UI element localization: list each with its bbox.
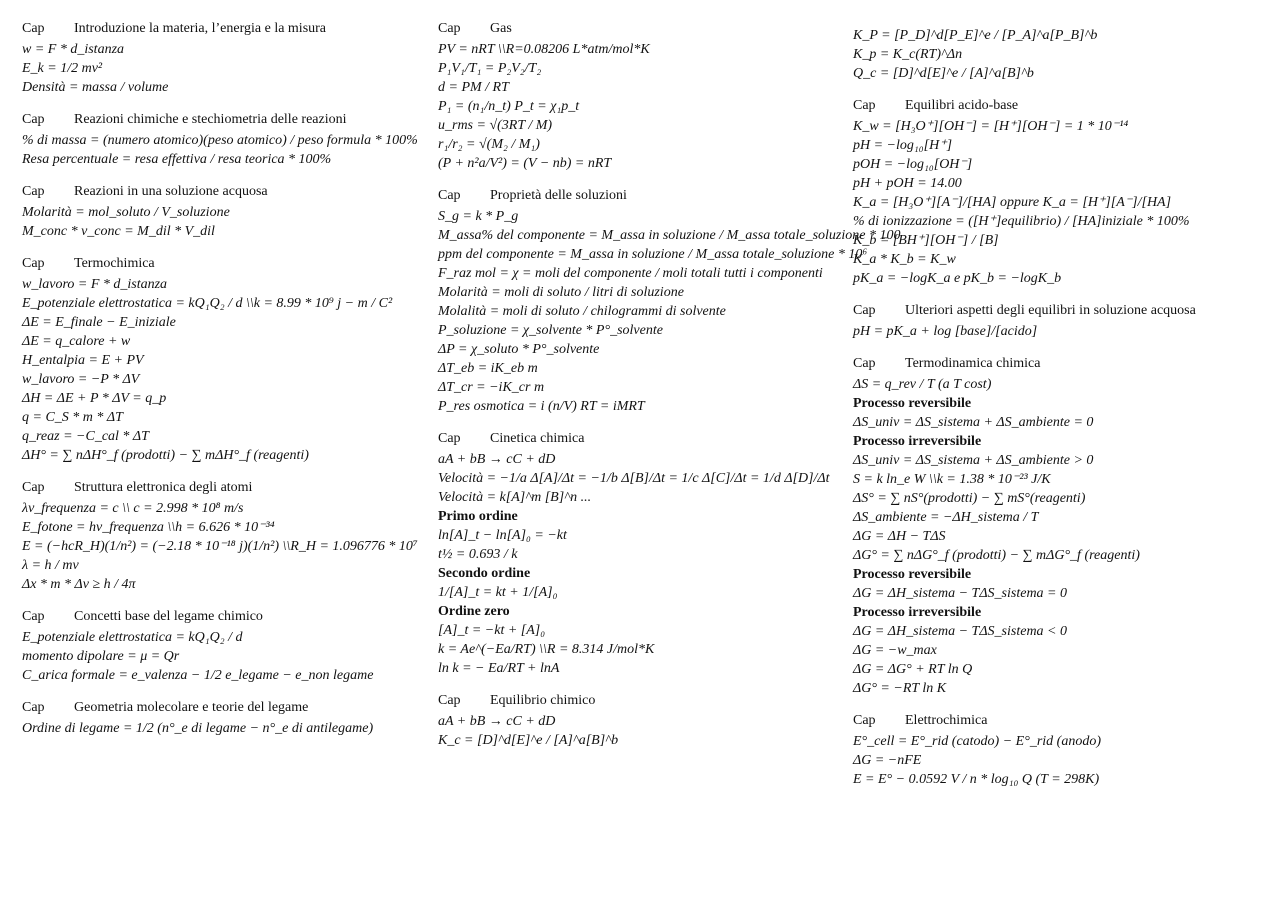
formula-line: Molarità = mol_soluto / V_soluzione <box>22 205 230 220</box>
formula-line: PV = nRT \\R=0.08206 L*atm/mol*K <box>438 42 650 57</box>
formula-line: Densità = massa / volume <box>22 80 169 95</box>
cap-label: Cap <box>853 303 876 318</box>
formula-line: pK_a = −logK_a e pK_b = −logK_b <box>853 271 1062 286</box>
formula-line: 1/[A]_t = kt + 1/[A]₀ <box>438 585 558 600</box>
formula-line: r₁/r₂ = √(M₂ / M₁) <box>438 137 540 152</box>
formula-line: F_raz mol = χ = moli del componente / moli totali tutti i componenti <box>438 266 823 281</box>
formula-line: Q_c = [D]^d[E]^e / [A]^a[B]^b <box>853 66 1034 81</box>
section-heading <box>22 111 427 129</box>
formula-line: ΔT_eb = iK_eb m <box>438 361 538 376</box>
section-heading <box>22 479 427 497</box>
section <box>853 712 1273 789</box>
formula-line: Δx * m * Δv ≥ h / 4π <box>22 577 136 592</box>
formula-line: Ordine di legame = 1/2 (n°_e di legame − n°_e di antilegame) <box>22 721 374 736</box>
section <box>22 608 427 685</box>
formula-line: K_p = K_c(RT)^Δn <box>853 47 963 62</box>
formula-line: K_a * K_b = K_w <box>853 252 956 267</box>
section <box>438 692 838 750</box>
formula-line: ΔG = ΔG° + RT ln Q <box>853 662 973 677</box>
formula-line: % di ionizzazione = ([H⁺]equilibrio) / [HA]iniziale * 100% <box>853 214 1190 229</box>
section-heading <box>22 255 427 273</box>
cap-label: Cap <box>22 609 45 624</box>
subsection-label: Processo reversibile <box>853 567 972 582</box>
formula-line: E_fotone = hv_frequenza \\h = 6.626 * 10⁻³⁴ <box>22 520 275 535</box>
section-heading <box>22 608 427 626</box>
formula-line: ΔS = q_rev / T (a T cost) <box>853 377 992 392</box>
formula-line: ln[A]_t − ln[A]₀ = −kt <box>438 528 567 543</box>
formula-line: ΔT_cr = −iK_cr m <box>438 380 545 395</box>
section-heading <box>438 430 838 448</box>
section <box>853 97 1273 288</box>
section <box>853 302 1273 341</box>
formula-line: E°_cell = E°_rid (catodo) − E°_rid (anodo) <box>853 734 1101 749</box>
section-heading <box>22 20 427 38</box>
section-heading <box>438 187 838 205</box>
formula-line: K_c = [D]^d[E]^e / [A]^a[B]^b <box>438 733 619 748</box>
formula-line: pOH = −log₁₀[OH⁻] <box>853 157 973 172</box>
formula-line: w = F * d_istanza <box>22 42 125 57</box>
formula-line: ΔG = ΔH − TΔS <box>853 529 946 544</box>
formula-line: E_potenziale elettrostatica = kQ₁Q₂ / d <box>22 630 243 645</box>
section-title: Concetti base del legame chimico <box>74 609 263 624</box>
cap-label: Cap <box>853 98 876 113</box>
formula-line: w_lavoro = −P * ΔV <box>22 372 140 387</box>
section-title: Elettrochimica <box>905 713 988 728</box>
section <box>22 255 427 465</box>
formula-line: ΔG = −w_max <box>853 643 937 658</box>
section-title: Proprietà delle soluzioni <box>490 188 627 203</box>
formula-line: M_conc * v_conc = M_dil * V_dil <box>22 224 215 239</box>
formula-line: Molalità = moli di soluto / chilogrammi di solvente <box>438 304 726 319</box>
formula-line: ΔH = ΔE + P * ΔV = q_p <box>22 391 167 406</box>
formula-line: q_reaz = −C_cal * ΔT <box>22 429 149 444</box>
formula-line: E_k = 1/2 mv² <box>22 61 103 76</box>
formula-line: K_b = [BH⁺][OH⁻] / [B] <box>853 233 999 248</box>
subsection-label: Processo reversibile <box>853 396 972 411</box>
subsection-label: Secondo ordine <box>438 566 531 581</box>
section <box>853 26 1273 83</box>
cap-label: Cap <box>22 256 45 271</box>
formula-line: ΔS_univ = ΔS_sistema + ΔS_ambiente = 0 <box>853 415 1094 430</box>
formula-line: S_g = k * P_g <box>438 209 519 224</box>
section-title: Reazioni chimiche e stechiometria delle reazioni <box>74 112 347 127</box>
formula-line: λ = h / mv <box>22 558 79 573</box>
subsection-label: Ordine zero <box>438 604 510 619</box>
formula-line: q = C_S * m * ΔT <box>22 410 123 425</box>
cap-label: Cap <box>438 693 461 708</box>
formula-line: K_P = [P_D]^d[P_E]^e / [P_A]^a[P_B]^b <box>853 28 1098 43</box>
formula-line: (P + n²a/V²) = (V − nb) = nRT <box>438 156 612 171</box>
section-heading <box>853 712 1273 730</box>
section <box>22 479 427 594</box>
section-title: Cinetica chimica <box>490 431 585 446</box>
formula-line: Resa percentuale = resa effettiva / resa teorica * 100% <box>22 152 332 167</box>
section-heading <box>438 20 838 38</box>
formula-line: pH + pOH = 14.00 <box>853 176 962 191</box>
cap-label: Cap <box>22 21 45 36</box>
section <box>853 355 1273 698</box>
formula-line: Velocità = k[A]^m [B]^n ... <box>438 490 592 505</box>
formula-line: ΔG = ΔH_sistema − TΔS_sistema < 0 <box>853 624 1067 639</box>
section-heading <box>438 692 838 710</box>
section-heading <box>853 302 1273 320</box>
formula-line: P₁V₁/T₁ = P₂V₂/T₂ <box>438 61 542 76</box>
formula-line: pH = pK_a + log [base]/[acido] <box>853 324 1038 339</box>
formula-line: u_rms = √(3RT / M) <box>438 118 553 133</box>
formula-line: Molarità = moli di soluto / litri di soluzione <box>438 285 684 300</box>
section <box>22 20 427 97</box>
formula-line: k = Ae^(−Ea/RT) \\R = 8.314 J/mol*K <box>438 642 655 657</box>
formula-line: t½ = 0.693 / k <box>438 547 518 562</box>
formula-line: P_soluzione = χ_solvente * P°_solvente <box>438 323 663 338</box>
formula-line: ΔS_univ = ΔS_sistema + ΔS_ambiente > 0 <box>853 453 1094 468</box>
formula-line: [A]_t = −kt + [A]₀ <box>438 623 546 638</box>
section-title: Struttura elettronica degli atomi <box>74 480 253 495</box>
formula-line: λv_frequenza = c \\ c = 2.998 * 10⁸ m/s <box>22 501 244 516</box>
subsection-label: Processo irreversibile <box>853 605 982 620</box>
formula-line: ppm del componente = M_assa in soluzione / M_assa totale_soluzione * 10⁶ <box>438 247 868 262</box>
cap-label: Cap <box>438 21 461 36</box>
section <box>22 183 427 241</box>
section-heading <box>853 97 1273 115</box>
formula-line: E = (−hcR_H)(1/n²) = (−2.18 * 10⁻¹⁸ j)(1/n²) \\R_H = 1.096776 * 10⁷ <box>22 539 418 554</box>
section-title: Reazioni in una soluzione acquosa <box>74 184 268 199</box>
section-title: Geometria molecolare e teorie del legame <box>74 700 309 715</box>
cap-label: Cap <box>22 184 45 199</box>
formula-line: ΔE = q_calore + w <box>22 334 131 349</box>
cap-label: Cap <box>22 700 45 715</box>
section <box>438 187 901 416</box>
section-title: Introduzione la materia, l’energia e la misura <box>74 21 327 36</box>
section <box>438 430 838 678</box>
formula-line: ΔG = −nFE <box>853 753 922 768</box>
column-1 <box>22 20 427 738</box>
section <box>22 699 427 738</box>
section-title: Gas <box>490 21 512 36</box>
section <box>22 111 427 169</box>
section-heading <box>853 355 1273 373</box>
formula-line: E = E° − 0.0592 V / n * log₁₀ Q (T = 298K) <box>853 772 1100 787</box>
section-title: Equilibri acido-base <box>905 98 1019 113</box>
formula-line: ΔH° = ∑ nΔH°_f (prodotti) − ∑ mΔH°_f (reagenti) <box>22 448 309 463</box>
formula-line: K_a = [H₃O⁺][A⁻]/[HA] oppure K_a = [H⁺][A⁻]/[HA] <box>853 195 1172 210</box>
formula-line: S = k ln_e W \\k = 1.38 * 10⁻²³ J/K <box>853 472 1051 487</box>
formula-line: d = PM / RT <box>438 80 509 95</box>
formula-line: ΔG = ΔH_sistema − TΔS_sistema = 0 <box>853 586 1067 601</box>
cap-label: Cap <box>22 112 45 127</box>
formula-line: C_arica formale = e_valenza − 1/2 e_legame − e_non legame <box>22 668 374 683</box>
section-title: Equilibrio chimico <box>490 693 596 708</box>
formula-line: momento dipolare = μ = Qr <box>22 649 180 664</box>
subsection-label: Processo irreversibile <box>853 434 982 449</box>
formula-line: Velocità = −1/a Δ[A]/Δt = −1/b Δ[B]/Δt = 1/c Δ[C]/Δt = 1/d Δ[D]/Δt <box>438 471 830 486</box>
formula-line: M_assa% del componente = M_assa in soluzione / M_assa totale_soluzione * 100 <box>438 228 901 243</box>
formula-line: ΔP = χ_soluto * P°_solvente <box>438 342 600 357</box>
formula-line: ΔS° = ∑ nS°(prodotti) − ∑ mS°(reagenti) <box>853 491 1086 506</box>
section-title: Termodinamica chimica <box>905 356 1041 371</box>
subsection-label: Primo ordine <box>438 509 518 524</box>
section-heading <box>22 699 427 717</box>
section <box>438 20 838 173</box>
cap-label: Cap <box>853 713 876 728</box>
formula-line: ln k = − Ea/RT + lnA <box>438 661 560 676</box>
formula-line: P₁ = (n₁/n_t) P_t = χ₁p_t <box>438 99 580 114</box>
formula-line: w_lavoro = F * d_istanza <box>22 277 168 292</box>
cap-label: Cap <box>853 356 876 371</box>
section-title: Termochimica <box>74 256 155 271</box>
cap-label: Cap <box>438 188 461 203</box>
formula-line: K_w = [H₃O⁺][OH⁻] = [H⁺][OH⁻] = 1 * 10⁻¹⁴ <box>853 119 1129 134</box>
formula-line: ΔG° = −RT ln K <box>853 681 947 696</box>
formula-line: aA + bB → cC + dD <box>438 714 556 729</box>
formula-line: aA + bB → cC + dD <box>438 452 556 467</box>
formula-line: ΔG° = ∑ nΔG°_f (prodotti) − ∑ mΔG°_f (reagenti) <box>853 548 1140 563</box>
section-heading <box>22 183 427 201</box>
formula-line: P_res osmotica = i (n/V) RT = iMRT <box>438 399 645 414</box>
section-title: Ulteriori aspetti degli equilibri in soluzione acquosa <box>905 303 1196 318</box>
formula-line: pH = −log₁₀[H⁺] <box>853 138 953 153</box>
cap-label: Cap <box>438 431 461 446</box>
cap-label: Cap <box>22 480 45 495</box>
formula-line: H_entalpia = E + PV <box>22 353 144 368</box>
formula-line: ΔS_ambiente = −ΔH_sistema / T <box>853 510 1039 525</box>
column-3 <box>853 20 1273 789</box>
formula-line: % di massa = (numero atomico)(peso atomico) / peso formula * 100% <box>22 133 418 148</box>
formula-line: ΔE = E_finale − E_iniziale <box>22 315 176 330</box>
formula-line: E_potenziale elettrostatica = kQ₁Q₂ / d \\k = 8.99 * 10⁹ j − m / C² <box>22 296 393 311</box>
